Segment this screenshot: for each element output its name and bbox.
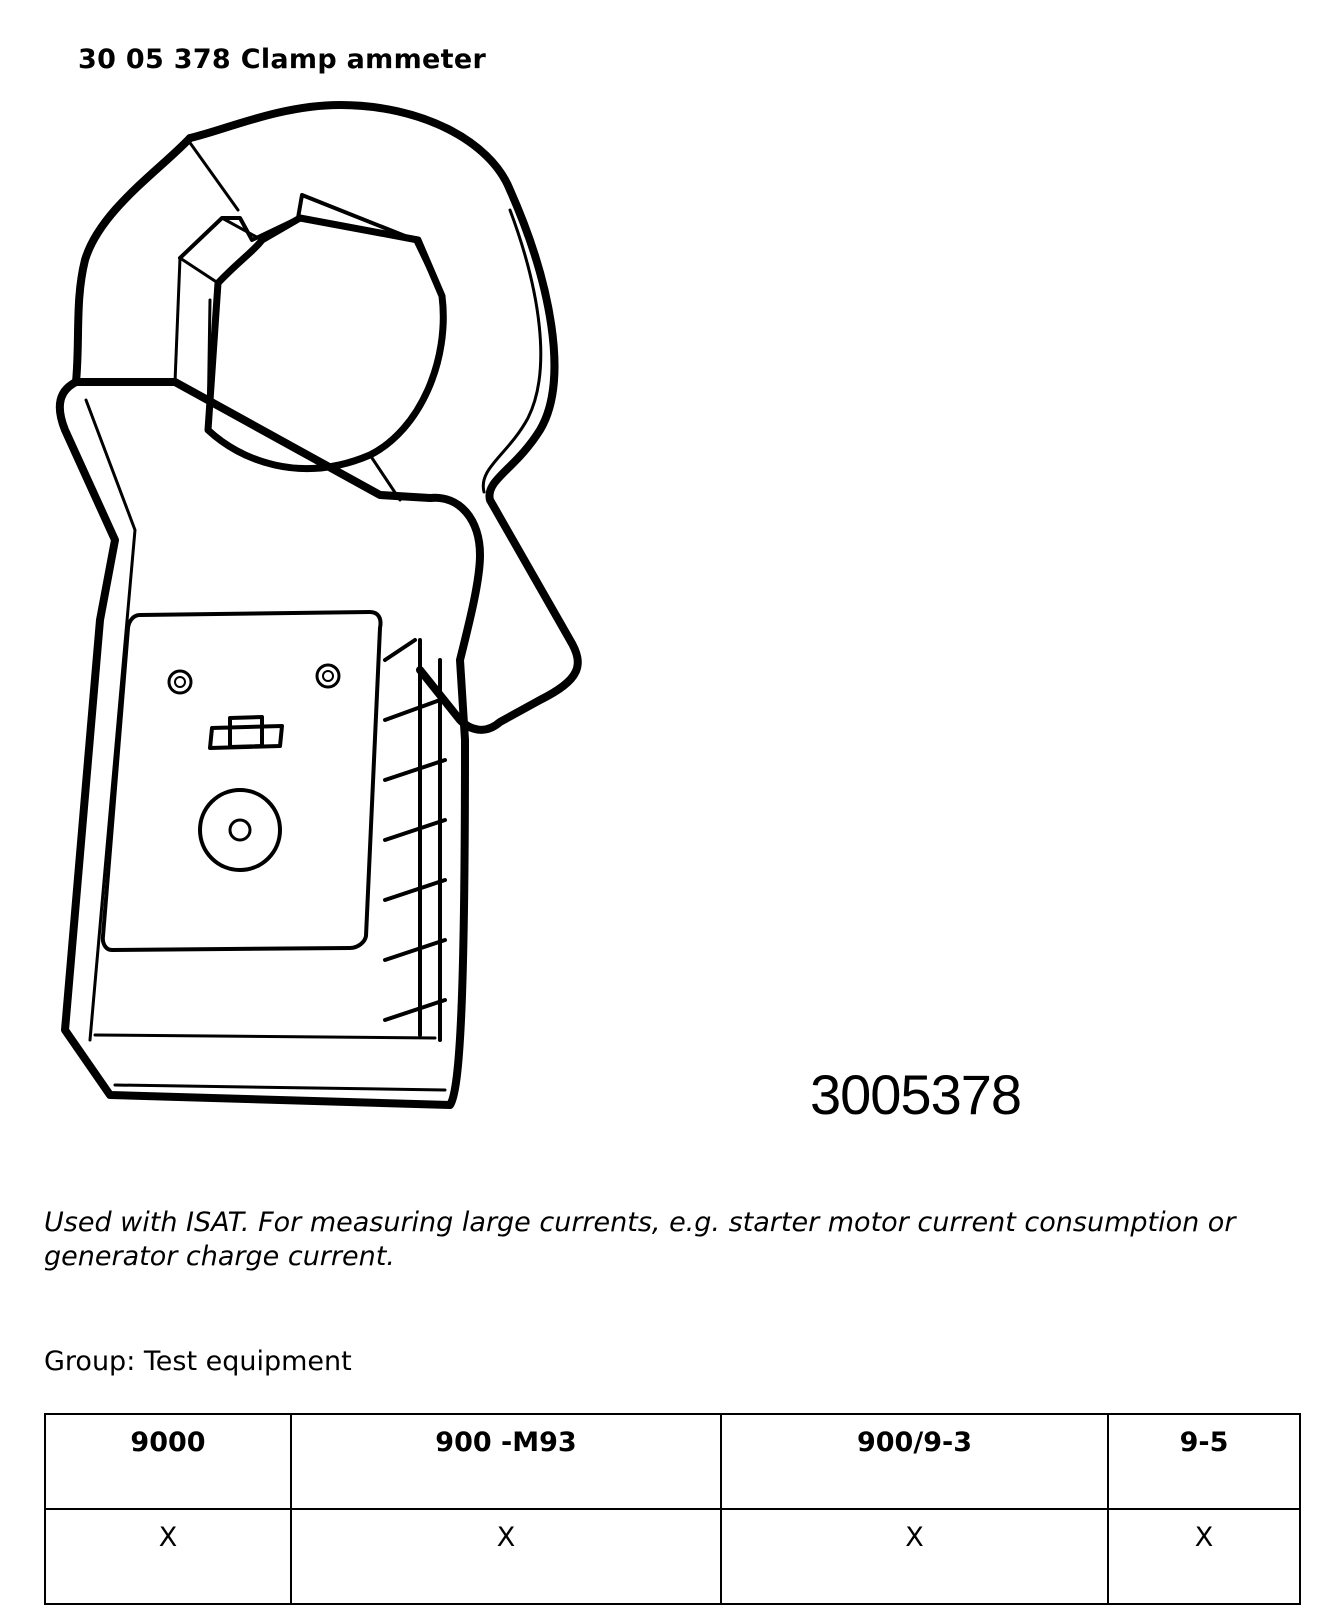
header-cell: 9-5 (1108, 1414, 1300, 1509)
jaw-split-line (188, 140, 238, 210)
group-label: Group: Test equipment (44, 1346, 352, 1377)
header-cell: 900/9-3 (721, 1414, 1108, 1509)
description: Used with ISAT. For measuring large currents, e.g. starter motor current consumption or generator charge current. (44, 1207, 1236, 1272)
header-cell: 900 -M93 (291, 1414, 721, 1509)
body-outline (60, 382, 480, 1105)
socket-right (317, 665, 339, 687)
body-side-ridges (385, 640, 445, 1040)
slide-switch (210, 717, 282, 748)
socket-left (169, 671, 191, 693)
value-cell: X (291, 1509, 721, 1604)
models-table (44, 1413, 1301, 1605)
table-row (45, 1509, 1300, 1604)
aperture-inner (208, 218, 443, 469)
left-jaw-outline (76, 138, 190, 382)
table-header-row (45, 1414, 1300, 1509)
upper-jaw-outline (190, 105, 578, 730)
document-title: 30 05 378 Clamp ammeter (78, 44, 487, 75)
value-cell: X (721, 1509, 1108, 1604)
part-number: 3005378 (810, 1063, 1022, 1126)
display-panel (103, 612, 381, 950)
value-cell: X (1108, 1509, 1300, 1604)
value-cell: X (45, 1509, 291, 1604)
zero-button (200, 790, 280, 870)
header-cell: 9000 (45, 1414, 291, 1509)
clamp-ammeter-illustration (40, 100, 600, 1160)
